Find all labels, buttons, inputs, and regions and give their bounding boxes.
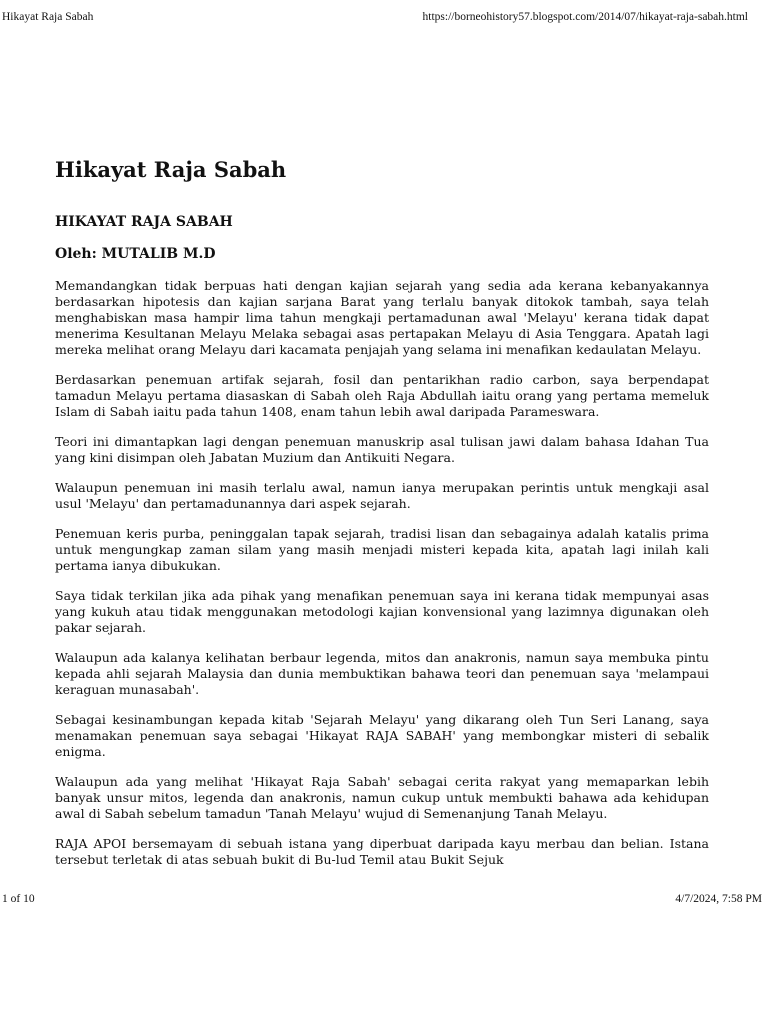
paragraph-1: Memandangkan tidak berpuas hati dengan kajian sejarah yang sedia ada kerana kebanyakannya berdasarkan hipotesis dan kajian sarjana Barat yang terlalu banyak ditokok tambah, saya telah menghabiskan masa hampir lima tahun mengkaji pertamadunan awal 'Melayu' kerana tidak dapat menerima Kesultanan Melayu Melaka sebagai asas pertapakan Melayu di Asia Tenggara. Apatah lagi mereka melihat orang Melayu dari kacamata penjajah yang selama ini menafikan kedaulatan Melayu. — [55, 278, 709, 357]
paragraph-6: Saya tidak terkilan jika ada pihak yang menafikan penemuan saya ini kerana tidak mempunyai asas yang kukuh atau tidak menggunakan metodologi kajian konvensional yang lazimnya digunakan oleh pakar sejarah. — [55, 588, 709, 635]
print-timestamp: 4/7/2024, 7:58 PM — [675, 893, 762, 905]
paragraph-3: Teori ini dimantapkan lagi dengan penemuan manuskrip asal tulisan jawi dalam bahasa Idahan Tua yang kini disimpan oleh Jabatan Muzium dan Antikuiti Negara. — [55, 434, 709, 465]
print-footer — [0, 893, 768, 909]
post-title: Hikayat Raja Sabah — [55, 157, 287, 182]
paragraph-5: Penemuan keris purba, peninggalan tapak sejarah, tradisi lisan dan sebagainya adalah katalis prima untuk mengungkap zaman silam yang masih menjadi misteri kepada kita, apatah lagi inilah kali pertama ianya dibukukan. — [55, 526, 709, 573]
print-page-title: Hikayat Raja Sabah — [2, 11, 94, 23]
article-author: Oleh: MUTALIB M.D — [55, 246, 216, 262]
paragraph-10: RAJA APOI bersemayam di sebuah istana yang diperbuat daripada kayu merbau dan belian. Istana tersebut terletak di atas sebuah bukit di Bu-lud Temil atau Bukit Sejuk — [55, 836, 709, 867]
print-url: https://borneohistory57.blogspot.com/2014/07/hikayat-raja-sabah.html — [422, 11, 748, 23]
paragraph-9: Walaupun ada yang melihat 'Hikayat Raja Sabah' sebagai cerita rakyat yang memaparkan lebih banyak unsur mitos, legenda dan anakronis, namun cukup untuk membukti bahawa ada kehidupan awal di Sabah sebelum tamadun 'Tanah Melayu' wujud di Semenanjung Tanah Melayu. — [55, 774, 709, 821]
print-page-number: 1 of 10 — [2, 893, 35, 905]
print-header — [0, 11, 768, 27]
article — [55, 156, 709, 882]
paragraph-2: Berdasarkan penemuan artifak sejarah, fosil dan pentarikhan radio carbon, saya berpendapat tamadun Melayu pertama diasaskan di Sabah oleh Raja Abdullah iaitu orang yang pertama memeluk Islam di Sabah iaitu pada tahun 1408, enam tahun lebih awal daripada Parameswara. — [55, 372, 709, 419]
paragraph-7: Walaupun ada kalanya kelihatan berbaur legenda, mitos dan anakronis, namun saya membuka pintu kepada ahli sejarah Malaysia dan dunia membuktikan bahawa teori dan penemuan saya 'melampaui keraguan munasabah'. — [55, 650, 709, 697]
paragraph-4: Walaupun penemuan ini masih terlalu awal, namun ianya merupakan perintis untuk mengkaji asal usul 'Melayu' dan pertamadunannya dari aspek sejarah. — [55, 480, 709, 511]
article-heading: HIKAYAT RAJA SABAH — [55, 214, 233, 230]
paragraph-8: Sebagai kesinambungan kepada kitab 'Sejarah Melayu' yang dikarang oleh Tun Seri Lanang, saya menamakan penemuan saya sebagai 'Hikayat RAJA SABAH' yang membongkar misteri di sebalik enigma. — [55, 712, 709, 759]
